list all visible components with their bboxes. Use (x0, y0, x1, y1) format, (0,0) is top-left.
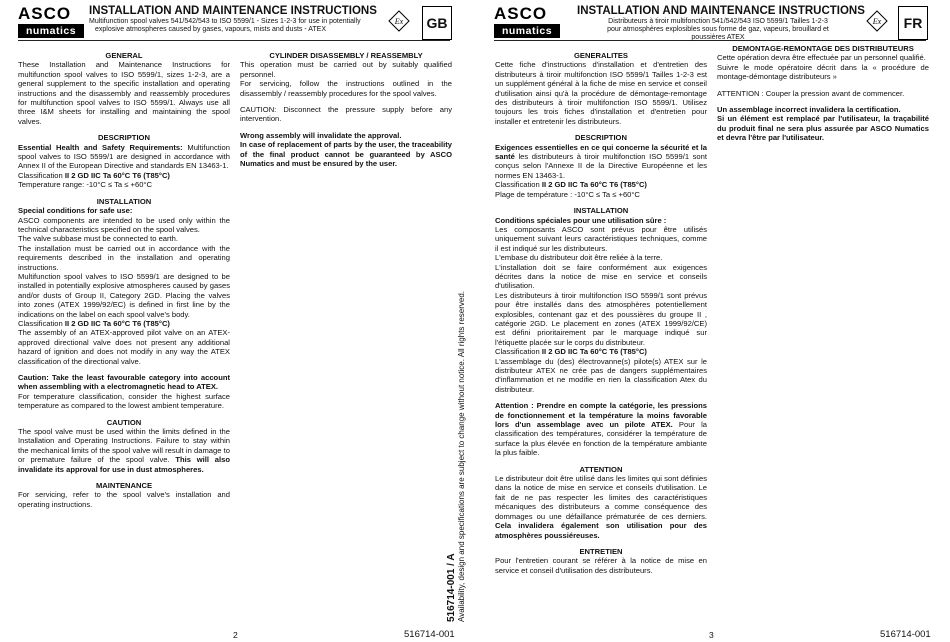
right-column-2 (717, 44, 929, 143)
installation-p1: ASCO components are intended to be used only within the technical characteristics specified on the spool valves. (18, 215, 230, 234)
installation-p4: Multifunction spool valves to ISO 5599/1 are designed to be installed in potentially explosive atmospheres caused by gases and/or dusts of Group II, Category 2GD. Placing the valves into zones (ATEX 1999/92/EC) is defined in first line by the indications on the label on each spool valve's body. (18, 271, 230, 319)
document-title: INSTALLATION AND MAINTENANCE INSTRUCTIONS (577, 5, 865, 17)
section-heading-caution: CAUTION (106, 417, 142, 427)
demontage-warning-1: Un assemblage incorrect invalidera la certification. (717, 105, 901, 115)
installation-conditions: Conditions spéciales pour une utilisation sûre : (495, 215, 667, 225)
vertical-rights-notice: Availability, design and specifications are subject to change without notice. All rights reserved. (457, 291, 466, 622)
page-right-french (475, 0, 950, 642)
cylinder-p3: CAUTION: Disconnect the pressure supply before any intervention. (240, 105, 452, 124)
section-heading-description: DESCRIPTION (575, 133, 627, 143)
asco-numatics-logo (18, 6, 84, 40)
svg-text:Ex: Ex (394, 17, 404, 26)
demontage-p3: ATTENTION : Couper la pression avant de commencer. (717, 88, 905, 98)
installation-p3: The installation must be carried out in accordance with the requirements described in the installation and operating instructions. (18, 243, 230, 272)
document-subtitle: Multifunction spool valves 541/542/543 to ISO 5599/1 - Sizes 1-2-3 for use in potentially explosive atmospheres caused by gases, vapours, mists and dusts - ATEX (89, 18, 361, 33)
language-badge: FR (898, 6, 928, 40)
installation-classification: Classification II 2 GD IIC Ta 60°C T6 (T85°C) (495, 347, 647, 357)
cylinder-p2: For servicing, follow the instructions outlined in the disassembly / reassembly procedures for the spool valves. (240, 79, 452, 98)
maintenance-paragraph: For servicing, refer to the spool valve's installation and operating instructions. (18, 490, 230, 509)
description-paragraph: Essential Health and Safety Requirements: Multifunction spool valves to ISO 5599/1 are designed in accordance with Annex II of the European Directive and standards EN 13463-1. (18, 142, 231, 171)
installation-p2: L'embase du distributeur doit être reliée à la terre. (495, 253, 663, 263)
left-column-2 (240, 51, 452, 168)
left-column-1 (18, 51, 230, 509)
cylinder-p1: This operation must be carried out by suitably qualified personnel. (240, 60, 452, 79)
cylinder-warning-2: In case of replacement of parts by the user, the traceability of the final product cannot be guaranteed by ASCO Numatics and must be ensured by the user. (240, 140, 452, 169)
description-paragraph: Exigences essentielles en ce qui concerne la sécurité et la santé les distributeurs à tiroir multifonction ISO 5599/1 sont conçus selon l'Annexe II de la Directive Européenne et les normes EN 13463-1. (495, 142, 707, 180)
section-heading-generalites: GENERALITES (573, 51, 628, 60)
section-heading-installation: INSTALLATION (96, 196, 152, 206)
document-subtitle: Distributeurs à tiroir multifonction 541/542/543 ISO 5599/1 Tailles 1-2-3 pour atmosphères explosibles sous forme de gaz, vapeurs, brouillard et poussières ATEX (607, 18, 829, 41)
doc-number: 516714-001 (404, 629, 455, 640)
installation-p5: L'assemblage du (des) électrovanne(s) pilote(s) ATEX sur le distributeur ATEX ne crée pas de dangers supplémentaires d'inflammation et ne modifie en rien la classification Atex du distributeur. (495, 356, 707, 394)
section-heading-cylinder: CYLINDER DISASSEMBLY / REASSEMBLY (269, 51, 423, 60)
logo-numatics: numatics (494, 24, 560, 38)
installation-classification: Classification II 2 GD IIC Ta 60°C T6 (T85°C) (18, 318, 170, 328)
installation-p3: L'installation doit se faire conformément aux exigences décrites dans la notice de mise en service et conseils d'utilisation. (495, 262, 707, 291)
caution-note-detail: For temperature classification, consider the highest surface temperature as compared to the lowest ambient temperature. (18, 391, 230, 411)
atex-ex-icon (388, 10, 410, 32)
page-header (494, 6, 926, 41)
section-heading-installation: INSTALLATION (573, 206, 629, 216)
section-heading-general: GENERAL (105, 51, 143, 60)
entretien-paragraph: Pour l'entretien courant se référer à la notice de mise en service et conseil d'utilisation des distributeurs. (495, 556, 707, 575)
cylinder-warning-1: Wrong assembly will invalidate the approval. (240, 130, 402, 140)
demontage-warning-2: Si un élément est remplacé par l'utilisateur, la traçabilité du produit final ne sera plus assurée par ASCO Numatics et devra l'être par l'utilisateur. (717, 114, 929, 143)
attention-note: Attention : Prendre en compte la catégorie, les pressions de fonctionnement et la température la moins favorable lors d'un assemblage avec un pilote ATEX. Pour la classification des températures, considérer la température de surface la plus élevée en fonction de la température ambiante la plus faible. (495, 401, 707, 458)
logo-asco: ASCO (494, 4, 548, 23)
asco-numatics-logo (494, 6, 560, 40)
installation-p5: The assembly of an ATEX-approved pilot valve on an ATEX-approved directional valve does not present any additional hazard of ignition and does not modify in any way the ATEX classification of the directional valve. (18, 328, 230, 366)
document-title: INSTALLATION AND MAINTENANCE INSTRUCTIONS (89, 5, 377, 17)
logo-asco: ASCO (18, 4, 72, 23)
installation-p4: Les distributeurs à tiroir multifonction ISO 5599/1 sont prévus pour être installés dans des atmosphères potentiellement explosibles, contenant gaz et des poussières du groupe II , catégorie 2GD. Le placement en zones (ATEX 1999/92/CE) est défini prioritairement par le marquage indiqué sur l'étiquette placée sur le corps du distributeur. (495, 290, 707, 347)
demontage-p2: Suivre le mode opératoire décrit dans la « procédure de montage-démontage distributeurs » (717, 62, 929, 82)
description-classification: Classification II 2 GD IIC Ta 60°C T6 (T85°C) (495, 180, 647, 190)
attention-paragraph: Le distributeur doit être utilisé dans les limites qui sont définies dans la notice de mise en service et conseils d'utilisation. Le fait de ne pas respecter les limites des caractéristiques mécaniques des distributeurs a comme conséquence des dommages ou une défaillance prématurée de ces derniers. Cela invalidera également son utilisation pour des atmosphères poussiéreuses. (495, 474, 707, 540)
logo-numatics: numatics (18, 24, 84, 38)
general-paragraph: These Installation and Maintenance Instructions for multifunction spool valves to ISO 5599/1, sizes 1-2-3, are a general supplement to the specific installation and operating instructions and the disassembly and reassembly procedures for multifunction spool valves to ISO 5599/1. Always use all three I&M sheets for installing and maintaining the spool valves. (18, 60, 230, 126)
atex-ex-icon (866, 10, 888, 32)
caution-paragraph: The spool valve must be used within the limits defined in the Installation and Operating Instructions. Failure to stay within the mechanical limits of the spool valve will result in damage to or premature failure of the spool valve. This will also invalidate its approval for use in dust atmospheres. (18, 427, 230, 474)
caution-note: Caution: Take the least favourable category into account when assembling with a electromagnetic head to ATEX. (18, 373, 230, 392)
page-number: 2 (233, 630, 238, 640)
section-heading-description: DESCRIPTION (98, 133, 150, 143)
installation-conditions: Special conditions for safe use: (18, 206, 133, 216)
page-number: 3 (709, 630, 714, 640)
section-heading-maintenance: MAINTENANCE (95, 481, 153, 491)
page-header (18, 6, 450, 41)
section-heading-demontage: DEMONTAGE-REMONTAGE DES DISTRIBUTEURS (732, 44, 914, 53)
right-column-1 (495, 51, 707, 575)
description-classification: Classification II 2 GD IIC Ta 60°C T6 (T85°C) (18, 170, 170, 180)
installation-p2: The valve subbase must be connected to earth. (18, 234, 178, 244)
generalites-paragraph: Cette fiche d'instructions d'installation et d'entretien des distributeurs à tiroir multifonction ISO 5599/1 Tailles 1-2-3 est un supplément général à la fiche de mise en service et conseil d'utilisation ainsi qu'à la procédure de démontage-remontage des distributeurs à tiroir multifonction ISO 5599/1. Utilisez toujours les trois fiches d'installation et d'entretien pour installer et entretenir les distributeurs. (495, 60, 707, 126)
demontage-p1: Cette opération devra être effectuée par un personnel qualifié. (717, 53, 926, 63)
section-heading-attention: ATTENTION (579, 464, 623, 474)
vertical-doc-ref: 516714-001 / A (446, 553, 457, 622)
doc-number: 516714-001 (880, 629, 931, 640)
installation-p1: Les composants ASCO sont prévus pour être utilisés uniquement suivant leurs caractéristiques techniques, comme il est indiqué sur les distributeurs. (495, 224, 707, 253)
description-temperature: Temperature range: -10°C ≤ Ta ≤ +60°C (18, 180, 152, 190)
language-badge: GB (422, 6, 452, 40)
section-heading-entretien: ENTRETIEN (579, 546, 623, 556)
vertical-notice (446, 292, 476, 622)
svg-text:Ex: Ex (872, 17, 882, 26)
description-temperature: Plage de température : -10°C ≤ Ta ≤ +60°C (495, 189, 640, 199)
